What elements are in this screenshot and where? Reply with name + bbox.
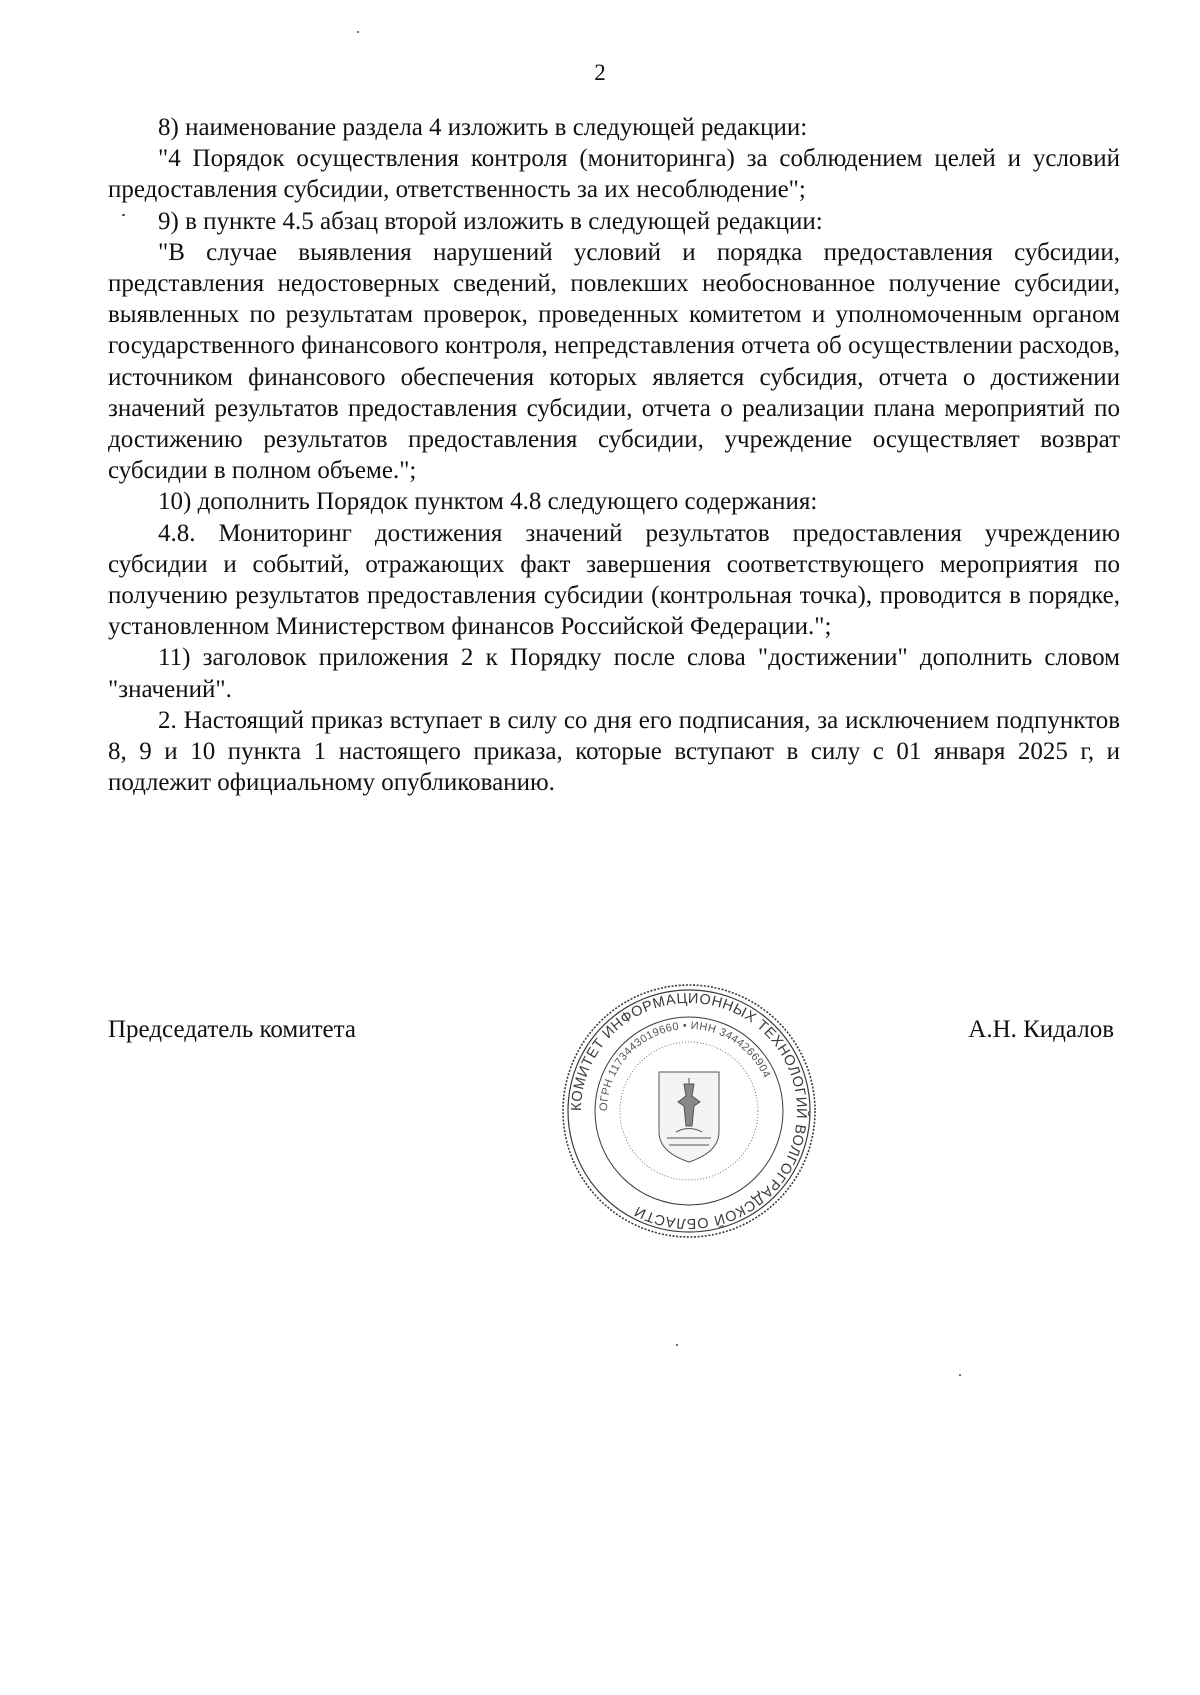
official-seal-stamp	[558, 980, 820, 1242]
coat-of-arms-icon	[659, 1072, 719, 1162]
seal-inner-text: ОГРН 1173443019660 • ИНН 3444266904	[597, 1019, 773, 1112]
paragraph-9-text: "В случае выявления нарушений условий и порядка предоставления субсидии, представления недостоверных сведений, повлекших необоснованное получение субсидии, выявленных по результатам проверок, проведенных комитетом и уполномоченным органом государственного финансового контроля, непредставления отчета об осуществлении расходов, источником финансового обеспечения которых является субсидия, отчета о достижении значений результатов предоставления субсидии, отчета о реализации плана мероприятий по достижению результатов предоставления субсидии, учреждение осуществляет возврат субсидии в полном объеме.";	[108, 238, 1120, 485]
seal-outer-text: КОМИТЕТ ИНФОРМАЦИОННЫХ ТЕХНОЛОГИЙ ВОЛГОГРАДСКОЙ ОБЛАСТИ	[568, 990, 810, 1232]
scan-speck	[959, 1374, 961, 1376]
scan-speck	[122, 214, 125, 216]
page-number: 2	[594, 60, 606, 85]
paragraph-11: 11) заголовок приложения 2 к Порядку после слова "достижении" дополнить словом "значений".	[108, 644, 1120, 703]
paragraph-8-heading: 8) наименование раздела 4 изложить в следующей редакции:	[158, 114, 808, 141]
paragraph-10-heading: 10) дополнить Порядок пунктом 4.8 следующего содержания:	[158, 488, 818, 516]
signature-name: А.Н. Кидалов	[968, 1016, 1114, 1043]
signature-title: Председатель комитета	[108, 1016, 356, 1043]
paragraph-10-text: 4.8. Мониторинг достижения значений результатов предоставления учреждению субсидии и событий, отражающих факт завершения соответствующего мероприятия по получению результатов предоставления субсидии (контрольная точка), проводится в порядке, установленном Министерством финансов Российской Федерации.";	[108, 519, 1120, 641]
paragraph-8-text: "4 Порядок осуществления контроля (мониторинга) за соблюдением целей и условий предоставления субсидии, ответственность за их несоблюдение";	[108, 145, 1120, 204]
scan-speck	[357, 31, 359, 33]
paragraph-2-effective-date: 2. Настоящий приказ вступает в силу со дня его подписания, за исключением подпунктов 8, 9 и 10 пункта 1 настоящего приказа, которые вступают в силу с 01 января 2025 г, и подлежит официальному опубликованию.	[108, 706, 1120, 797]
scan-speck	[676, 1344, 678, 1346]
paragraph-9-heading: 9) в пункте 4.5 абзац второй изложить в следующей редакции:	[158, 207, 823, 235]
document-body	[108, 112, 1120, 798]
